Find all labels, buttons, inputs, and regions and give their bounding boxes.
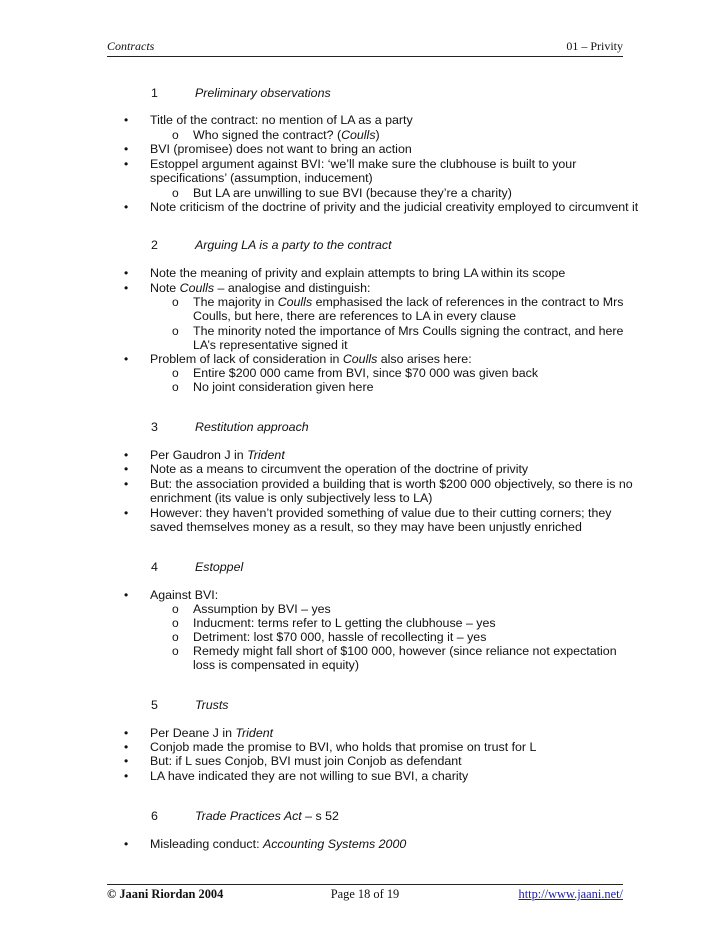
list-item: But: the association provided a building that is worth $200 000 objectively, so there is no bbox=[150, 477, 633, 491]
section-title: Restitution approach bbox=[195, 420, 309, 434]
list-item-continuation: saved themselves money as a result, so they may have been unjustly enriched bbox=[150, 520, 582, 534]
sub-bullet-icon: o bbox=[172, 366, 179, 380]
footer-copyright: © Jaani Riordan 2004 bbox=[107, 887, 224, 901]
section-title: Preliminary observations bbox=[195, 86, 331, 100]
page-header bbox=[107, 37, 623, 57]
section-title: Trade Practices Act – s 52 bbox=[195, 809, 339, 823]
bullet-icon: • bbox=[124, 200, 129, 214]
list-item: Note Coulls – analogise and distinguish: bbox=[150, 281, 371, 295]
list-item: Title of the contract: no mention of LA as a party bbox=[150, 113, 413, 127]
bullet-icon: • bbox=[124, 352, 129, 366]
list-item-continuation: loss is compensated in equity) bbox=[193, 658, 359, 672]
list-item: Per Deane J in Trident bbox=[150, 726, 274, 740]
section-number: 3 bbox=[151, 420, 158, 434]
sub-bullet-icon: o bbox=[172, 324, 179, 338]
list-item-continuation: specifications’ (assumption, inducement) bbox=[150, 171, 373, 185]
sub-bullet-icon: o bbox=[172, 616, 179, 630]
bullet-icon: • bbox=[124, 837, 129, 851]
list-item: No joint consideration given here bbox=[193, 380, 374, 394]
bullet-icon: • bbox=[124, 740, 129, 754]
sub-bullet-icon: o bbox=[172, 644, 179, 658]
bullet-icon: • bbox=[124, 142, 129, 156]
bullet-icon: • bbox=[124, 113, 129, 127]
bullet-icon: • bbox=[124, 506, 129, 520]
list-item: Note as a means to circumvent the operation of the doctrine of privity bbox=[150, 462, 529, 476]
list-item: But LA are unwilling to sue BVI (because they’re a charity) bbox=[193, 186, 512, 200]
list-item: But: if L sues Conjob, BVI must join Conjob as defendant bbox=[150, 754, 462, 768]
footer-website-link[interactable]: http://www.jaani.net/ bbox=[518, 887, 623, 901]
section-title: Arguing LA is a party to the contract bbox=[195, 238, 392, 252]
section-title: Trusts bbox=[195, 698, 229, 712]
sub-bullet-icon: o bbox=[172, 186, 179, 200]
list-item: Remedy might fall short of $100 000, however (since reliance not expectation bbox=[193, 644, 617, 658]
page-footer bbox=[107, 884, 623, 905]
list-item: Note criticism of the doctrine of privity and the judicial creativity employed to circumvent it bbox=[150, 200, 639, 214]
header-chapter: 01 – Privity bbox=[566, 39, 623, 53]
section-number: 1 bbox=[151, 86, 158, 100]
bullet-icon: • bbox=[124, 462, 129, 476]
sub-bullet-icon: o bbox=[172, 602, 179, 616]
bullet-icon: • bbox=[124, 477, 129, 491]
list-item: Problem of lack of consideration in Coulls also arises here: bbox=[150, 352, 472, 366]
bullet-icon: • bbox=[124, 588, 129, 602]
list-item: Estoppel argument against BVI: ‘we’ll make sure the clubhouse is built to your bbox=[150, 157, 577, 171]
list-item: Entire $200 000 came from BVI, since $70 000 was given back bbox=[193, 366, 539, 380]
list-item-continuation: Coulls, but here, there are references to LA in every clause bbox=[193, 309, 517, 323]
sub-bullet-icon: o bbox=[172, 128, 179, 142]
list-item: Note the meaning of privity and explain attempts to bring LA within its scope bbox=[150, 266, 566, 280]
list-item: LA have indicated they are not willing to sue BVI, a charity bbox=[150, 769, 469, 783]
bullet-icon: • bbox=[124, 769, 129, 783]
bullet-icon: • bbox=[124, 754, 129, 768]
section-number: 2 bbox=[151, 238, 158, 252]
list-item: Inducment: terms refer to L getting the clubhouse – yes bbox=[193, 616, 496, 630]
section-number: 4 bbox=[151, 560, 158, 574]
bullet-icon: • bbox=[124, 448, 129, 462]
list-item: BVI (promisee) does not want to bring an action bbox=[150, 142, 412, 156]
sub-bullet-icon: o bbox=[172, 295, 179, 309]
bullet-icon: • bbox=[124, 157, 129, 171]
list-item: Who signed the contract? (Coulls) bbox=[193, 128, 380, 142]
footer-page-number: Page 18 of 19 bbox=[330, 887, 400, 901]
bullet-icon: • bbox=[124, 266, 129, 280]
section-number: 6 bbox=[151, 809, 158, 823]
sub-bullet-icon: o bbox=[172, 380, 179, 394]
list-item: Assumption by BVI – yes bbox=[193, 602, 331, 616]
list-item: The majority in Coulls emphasised the lack of references in the contract to Mrs bbox=[193, 295, 624, 309]
list-item: Against BVI: bbox=[150, 588, 219, 602]
sub-bullet-icon: o bbox=[172, 630, 179, 644]
list-item: The minority noted the importance of Mrs Coulls signing the contract, and here bbox=[193, 324, 624, 338]
list-item-continuation: enrichment (its value is only subjectively less to LA) bbox=[150, 491, 433, 505]
list-item: Detriment: lost $70 000, hassle of recollecting it – yes bbox=[193, 630, 487, 644]
bullet-icon: • bbox=[124, 281, 129, 295]
list-item: Per Gaudron J in Trident bbox=[150, 448, 285, 462]
section-title: Estoppel bbox=[195, 560, 244, 574]
list-item: However: they haven’t provided something of value due to their cutting corners; they bbox=[150, 506, 612, 520]
header-title: Contracts bbox=[107, 39, 155, 53]
list-item-continuation: LA’s representative signed it bbox=[193, 338, 348, 352]
list-item: Misleading conduct: Accounting Systems 2000 bbox=[150, 837, 407, 851]
section-number: 5 bbox=[151, 698, 158, 712]
list-item: Conjob made the promise to BVI, who holds that promise on trust for L bbox=[150, 740, 537, 754]
bullet-icon: • bbox=[124, 726, 129, 740]
